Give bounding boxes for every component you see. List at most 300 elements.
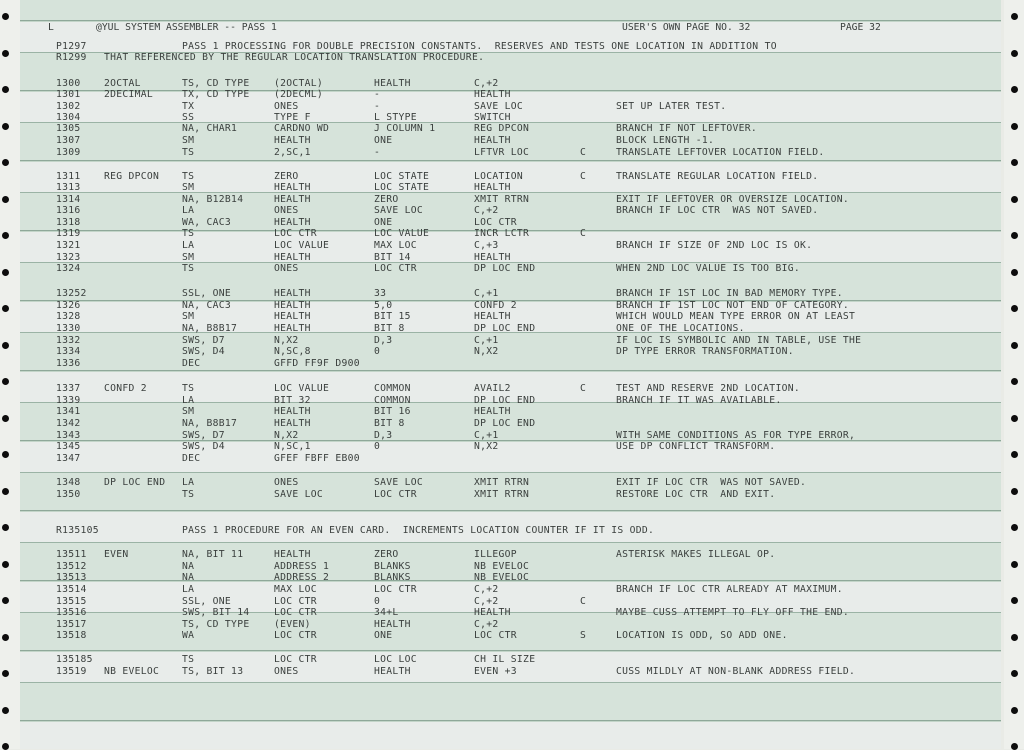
line-opcode: SWS, D4 bbox=[182, 346, 225, 357]
line-opcode: TS, CD TYPE bbox=[182, 619, 250, 630]
line-label: EVEN bbox=[104, 549, 129, 560]
line-label: DP LOC END bbox=[104, 477, 166, 488]
line-operand-2: BIT 15 bbox=[374, 311, 411, 322]
listing-line bbox=[20, 123, 1001, 135]
feed-hole bbox=[2, 196, 9, 203]
line-operand-2: ZERO bbox=[374, 194, 399, 205]
line-operand-1: HEALTH bbox=[274, 194, 311, 205]
line-seq-number: 1326 bbox=[56, 300, 81, 311]
line-opcode: NA, BIT 11 bbox=[182, 549, 244, 560]
feed-hole bbox=[1011, 415, 1018, 422]
feed-hole bbox=[1011, 342, 1018, 349]
line-comment: RESTORE LOC CTR AND EXIT. bbox=[616, 489, 776, 500]
line-operand-1: GFEF FBFF EB00 bbox=[274, 453, 360, 464]
line-comment: DP TYPE ERROR TRANSFORMATION. bbox=[616, 346, 794, 357]
line-label: 2OCTAL bbox=[104, 78, 141, 89]
line-label: 2DECIMAL bbox=[104, 89, 154, 100]
line-seq-number: 1342 bbox=[56, 418, 81, 429]
header-page: PAGE 32 bbox=[840, 22, 881, 33]
line-comment: BRANCH IF 1ST LOC NOT END OF CATEGORY. bbox=[616, 300, 850, 311]
line-operand-3: REG DPCON bbox=[474, 123, 530, 134]
line-operand-1: ONES bbox=[274, 477, 299, 488]
feed-hole bbox=[2, 415, 9, 422]
line-opcode: TS, BIT 13 bbox=[182, 666, 244, 677]
line-opcode: NA bbox=[182, 561, 195, 572]
line-operand-1: LOC CTR bbox=[274, 607, 317, 618]
line-opcode: LA bbox=[182, 240, 195, 251]
line-operand-2: D,3 bbox=[374, 430, 393, 441]
line-comment: WITH SAME CONDITIONS AS FOR TYPE ERROR, bbox=[616, 430, 856, 441]
line-operand-1: ZERO bbox=[274, 171, 299, 182]
line-seq-number: 13518 bbox=[56, 630, 87, 641]
line-seq-number: 1336 bbox=[56, 358, 81, 369]
line-comment: BRANCH IF SIZE OF 2ND LOC IS OK. bbox=[616, 240, 813, 251]
line-seq-number: 1348 bbox=[56, 477, 81, 488]
line-opcode: TS bbox=[182, 263, 195, 274]
line-operand-2: LOC STATE bbox=[374, 182, 430, 193]
line-seq-number: 1307 bbox=[56, 135, 81, 146]
line-seq-number: 1302 bbox=[56, 101, 81, 112]
feed-hole bbox=[1011, 378, 1018, 385]
line-comment: EXIT IF LOC CTR WAS NOT SAVED. bbox=[616, 477, 807, 488]
feed-hole bbox=[1011, 451, 1018, 458]
feed-hole bbox=[2, 634, 9, 641]
line-operand-3: HEALTH bbox=[474, 135, 511, 146]
line-seq-number: 1304 bbox=[56, 112, 81, 123]
line-operand-1: HEALTH bbox=[274, 252, 311, 263]
line-operand-3: CH IL SIZE bbox=[474, 654, 536, 665]
line-opcode: SWS, D7 bbox=[182, 335, 225, 346]
line-operand-1: N,SC,1 bbox=[274, 441, 311, 452]
line-operand-2: ONE bbox=[374, 135, 393, 146]
line-operand-2: ONE bbox=[374, 217, 393, 228]
feed-hole bbox=[1011, 50, 1018, 57]
line-operand-3: C,+1 bbox=[474, 288, 499, 299]
listing-line bbox=[20, 477, 1001, 489]
feed-hole bbox=[2, 123, 9, 130]
line-opcode: SM bbox=[182, 182, 195, 193]
line-operand-1: CARDNO WD bbox=[274, 123, 330, 134]
line-opcode: NA, B8B17 bbox=[182, 418, 238, 429]
line-operand-3: INCR LCTR bbox=[474, 228, 530, 239]
listing-line bbox=[20, 596, 1001, 608]
line-seq-number: 13511 bbox=[56, 549, 87, 560]
line-opcode: SSL, ONE bbox=[182, 288, 232, 299]
line-operand-1: HEALTH bbox=[274, 418, 311, 429]
line-flag: S bbox=[580, 630, 587, 641]
listing-line bbox=[20, 335, 1001, 347]
listing-line bbox=[20, 630, 1001, 642]
feed-hole bbox=[1011, 232, 1018, 239]
line-operand-2: BIT 8 bbox=[374, 323, 405, 334]
line-operand-3: C,+3 bbox=[474, 240, 499, 251]
feed-hole bbox=[2, 378, 9, 385]
line-operand-1: 2,SC,1 bbox=[274, 147, 311, 158]
line-seq-number: 1311 bbox=[56, 171, 81, 182]
line-operand-1: HEALTH bbox=[274, 549, 311, 560]
line-operand-3: HEALTH bbox=[474, 89, 511, 100]
line-operand-3: HEALTH bbox=[474, 406, 511, 417]
line-comment: EXIT IF LEFTOVER OR OVERSIZE LOCATION. bbox=[616, 194, 850, 205]
line-seq-number: P1297 bbox=[56, 41, 87, 52]
line-seq-number: 1316 bbox=[56, 205, 81, 216]
line-comment: BLOCK LENGTH -1. bbox=[616, 135, 715, 146]
line-opcode: SS bbox=[182, 112, 195, 123]
line-operand-1: HEALTH bbox=[274, 135, 311, 146]
line-operand-2: LOC LOC bbox=[374, 654, 417, 665]
listing-line bbox=[20, 101, 1001, 113]
line-operand-3: C,+1 bbox=[474, 430, 499, 441]
line-operand-2: D,3 bbox=[374, 335, 393, 346]
line-opcode: SM bbox=[182, 252, 195, 263]
page-header bbox=[20, 22, 1001, 34]
line-operand-2: 0 bbox=[374, 596, 381, 607]
feed-hole bbox=[1011, 13, 1018, 20]
line-operand-2: HEALTH bbox=[374, 619, 411, 630]
line-opcode: LA bbox=[182, 477, 195, 488]
line-operand-1: BIT 32 bbox=[274, 395, 311, 406]
line-operand-3: NB EVELOC bbox=[474, 561, 530, 572]
feed-hole bbox=[2, 269, 9, 276]
line-opcode: SM bbox=[182, 135, 195, 146]
line-seq-number: 1345 bbox=[56, 441, 81, 452]
line-seq-number: 1318 bbox=[56, 217, 81, 228]
feed-hole bbox=[2, 342, 9, 349]
line-seq-number: 135185 bbox=[56, 654, 93, 665]
line-comment: ASTERISK MAKES ILLEGAL OP. bbox=[616, 549, 776, 560]
line-comment: CUSS MILDLY AT NON-BLANK ADDRESS FIELD. bbox=[616, 666, 856, 677]
line-operand-1: LOC CTR bbox=[274, 630, 317, 641]
listing-line bbox=[20, 561, 1001, 573]
line-operand-3: XMIT RTRN bbox=[474, 489, 530, 500]
line-comment: BRANCH IF IT WAS AVAILABLE. bbox=[616, 395, 782, 406]
line-operand-2: BIT 8 bbox=[374, 418, 405, 429]
feed-hole bbox=[2, 86, 9, 93]
listing-line bbox=[20, 584, 1001, 596]
line-operand-3: N,X2 bbox=[474, 346, 499, 357]
feed-hole bbox=[2, 50, 9, 57]
line-operand-2: LOC CTR bbox=[374, 584, 417, 595]
line-operand-3: C,+2 bbox=[474, 596, 499, 607]
listing-line bbox=[20, 52, 1001, 64]
listing-line bbox=[20, 240, 1001, 252]
line-comment: LOCATION IS ODD, SO ADD ONE. bbox=[616, 630, 788, 641]
listing-line bbox=[20, 383, 1001, 395]
listing-line bbox=[20, 323, 1001, 335]
line-seq-number: 1328 bbox=[56, 311, 81, 322]
line-opcode: WA, CAC3 bbox=[182, 217, 232, 228]
line-operand-1: N,X2 bbox=[274, 335, 299, 346]
feed-hole bbox=[1011, 123, 1018, 130]
line-operand-2: HEALTH bbox=[374, 666, 411, 677]
feed-hole bbox=[1011, 86, 1018, 93]
line-operand-3: DP LOC END bbox=[474, 395, 536, 406]
line-comment: BRANCH IF NOT LEFTOVER. bbox=[616, 123, 758, 134]
line-operand-3: DP LOC END bbox=[474, 418, 536, 429]
line-operand-1: HEALTH bbox=[274, 217, 311, 228]
line-seq-number: 1343 bbox=[56, 430, 81, 441]
line-operand-3: LOC CTR bbox=[474, 630, 517, 641]
line-operand-1: ONES bbox=[274, 263, 299, 274]
line-comment: SET UP LATER TEST. bbox=[616, 101, 727, 112]
feed-hole bbox=[2, 159, 9, 166]
line-operand-2: 0 bbox=[374, 346, 381, 357]
line-opcode: WA bbox=[182, 630, 195, 641]
line-operand-2: J COLUMN 1 bbox=[374, 123, 436, 134]
line-seq-number: R1299 bbox=[56, 52, 87, 63]
line-operand-3: DP LOC END bbox=[474, 323, 536, 334]
line-operand-1: HEALTH bbox=[274, 288, 311, 299]
listing-line bbox=[20, 418, 1001, 430]
line-flag: C bbox=[580, 147, 587, 158]
feed-hole bbox=[2, 232, 9, 239]
line-seq-number: 13516 bbox=[56, 607, 87, 618]
line-operand-1: (2OCTAL) bbox=[274, 78, 324, 89]
line-operand-2: LOC CTR bbox=[374, 489, 417, 500]
line-operand-3: HEALTH bbox=[474, 607, 511, 618]
feed-hole bbox=[1011, 159, 1018, 166]
listing-line bbox=[20, 89, 1001, 101]
line-operand-2: COMMON bbox=[374, 383, 411, 394]
line-opcode: LA bbox=[182, 584, 195, 595]
feed-hole bbox=[2, 488, 9, 495]
line-operand-1: HEALTH bbox=[274, 182, 311, 193]
line-seq-number: 1334 bbox=[56, 346, 81, 357]
line-operand-3: LOC CTR bbox=[474, 217, 517, 228]
line-operand-1: ADDRESS 1 bbox=[274, 561, 330, 572]
feed-hole bbox=[1011, 634, 1018, 641]
line-opcode: NA, CHAR1 bbox=[182, 123, 238, 134]
header-title: @YUL SYSTEM ASSEMBLER -- PASS 1 bbox=[96, 22, 277, 33]
line-seq-number: 1313 bbox=[56, 182, 81, 193]
feed-hole bbox=[2, 451, 9, 458]
listing-line bbox=[20, 194, 1001, 206]
line-operand-1: ONES bbox=[274, 205, 299, 216]
feed-hole bbox=[2, 597, 9, 604]
line-operand-2: 0 bbox=[374, 441, 381, 452]
line-seq-number: 1341 bbox=[56, 406, 81, 417]
listing-line bbox=[20, 288, 1001, 300]
line-opcode: TS bbox=[182, 147, 195, 158]
listing-line bbox=[20, 489, 1001, 501]
listing-line bbox=[20, 147, 1001, 159]
line-operand-3: EVEN +3 bbox=[474, 666, 517, 677]
listing-line bbox=[20, 205, 1001, 217]
line-opcode: SM bbox=[182, 406, 195, 417]
line-operand-2: BLANKS bbox=[374, 572, 411, 583]
feed-hole bbox=[1011, 488, 1018, 495]
line-operand-3: LOCATION bbox=[474, 171, 524, 182]
line-comment: BRANCH IF 1ST LOC IN BAD MEMORY TYPE. bbox=[616, 288, 843, 299]
line-operand-2: SAVE LOC bbox=[374, 205, 424, 216]
line-operand-1: ONES bbox=[274, 101, 299, 112]
line-opcode: DEC bbox=[182, 453, 201, 464]
feed-hole bbox=[2, 305, 9, 312]
listing-line bbox=[20, 311, 1001, 323]
listing-line bbox=[20, 171, 1001, 183]
line-operand-1: ADDRESS 2 bbox=[274, 572, 330, 583]
line-opcode: TS bbox=[182, 228, 195, 239]
feed-hole bbox=[2, 524, 9, 531]
line-opcode: SWS, D7 bbox=[182, 430, 225, 441]
line-flag: C bbox=[580, 228, 587, 239]
line-seq-number: 1319 bbox=[56, 228, 81, 239]
line-opcode: TS bbox=[182, 171, 195, 182]
line-operand-2: - bbox=[374, 89, 381, 100]
listing-line bbox=[20, 549, 1001, 561]
line-operand-3: DP LOC END bbox=[474, 263, 536, 274]
line-seq-number: 1332 bbox=[56, 335, 81, 346]
line-seq-number: 13519 bbox=[56, 666, 87, 677]
line-operand-3: SAVE LOC bbox=[474, 101, 524, 112]
line-seq-number: 13252 bbox=[56, 288, 87, 299]
line-operand-1: N,X2 bbox=[274, 430, 299, 441]
feed-hole bbox=[1011, 305, 1018, 312]
line-operand-2: ONE bbox=[374, 630, 393, 641]
line-operand-1: LOC CTR bbox=[274, 654, 317, 665]
listing-line bbox=[20, 453, 1001, 465]
line-operand-2: BIT 14 bbox=[374, 252, 411, 263]
line-opcode: NA, CAC3 bbox=[182, 300, 232, 311]
line-seq-number: 1309 bbox=[56, 147, 81, 158]
line-seq-number: 1339 bbox=[56, 395, 81, 406]
line-opcode: PASS 1 PROCESSING FOR DOUBLE PRECISION CONSTANTS. RESERVES AND TESTS ONE LOCATION IN ADDITION TO bbox=[182, 41, 777, 52]
line-opcode: SM bbox=[182, 311, 195, 322]
line-operand-1: LOC VALUE bbox=[274, 383, 330, 394]
line-operand-2: - bbox=[374, 101, 381, 112]
line-operand-2: LOC STATE bbox=[374, 171, 430, 182]
listing-line bbox=[20, 525, 1001, 537]
feed-hole bbox=[2, 561, 9, 568]
line-opcode: LA bbox=[182, 205, 195, 216]
left-tractor-feed-strip bbox=[0, 0, 20, 749]
line-comment: BRANCH IF LOC CTR ALREADY AT MAXIMUM. bbox=[616, 584, 843, 595]
line-opcode: TX bbox=[182, 101, 195, 112]
line-operand-2: - bbox=[374, 147, 381, 158]
line-flag: C bbox=[580, 596, 587, 607]
feed-hole bbox=[1011, 707, 1018, 714]
line-seq-number: 1314 bbox=[56, 194, 81, 205]
line-operand-1: HEALTH bbox=[274, 406, 311, 417]
line-operand-1: TYPE F bbox=[274, 112, 311, 123]
line-opcode: TS bbox=[182, 383, 195, 394]
line-seq-number: 1350 bbox=[56, 489, 81, 500]
feed-hole bbox=[2, 13, 9, 20]
feed-hole bbox=[2, 670, 9, 677]
line-seq-number: 1305 bbox=[56, 123, 81, 134]
listing-line bbox=[20, 572, 1001, 584]
line-operand-2: LOC VALUE bbox=[374, 228, 430, 239]
listing-line bbox=[20, 263, 1001, 275]
feed-hole bbox=[1011, 196, 1018, 203]
line-seq-number: 1324 bbox=[56, 263, 81, 274]
line-comment: TRANSLATE REGULAR LOCATION FIELD. bbox=[616, 171, 819, 182]
line-opcode: SSL, ONE bbox=[182, 596, 232, 607]
line-operand-3: C,+2 bbox=[474, 205, 499, 216]
line-operand-3: SWITCH bbox=[474, 112, 511, 123]
listing-line bbox=[20, 300, 1001, 312]
listing-paper bbox=[20, 0, 1001, 749]
line-comment: TRANSLATE LEFTOVER LOCATION FIELD. bbox=[616, 147, 825, 158]
line-operand-3: C,+1 bbox=[474, 335, 499, 346]
line-seq-number: 1330 bbox=[56, 323, 81, 334]
line-comment: WHEN 2ND LOC VALUE IS TOO BIG. bbox=[616, 263, 800, 274]
listing-line bbox=[20, 112, 1001, 124]
line-label: THAT REFERENCED BY THE REGULAR LOCATION TRANSLATION PROCEDURE. bbox=[104, 52, 485, 63]
line-operand-3: HEALTH bbox=[474, 311, 511, 322]
line-operand-1: SAVE LOC bbox=[274, 489, 324, 500]
line-operand-2: 5,0 bbox=[374, 300, 393, 311]
feed-hole bbox=[2, 707, 9, 714]
line-operand-1: MAX LOC bbox=[274, 584, 317, 595]
line-label: NB EVELOC bbox=[104, 666, 160, 677]
line-seq-number: 13513 bbox=[56, 572, 87, 583]
line-operand-3: C,+2 bbox=[474, 584, 499, 595]
feed-hole bbox=[1011, 269, 1018, 276]
line-comment: BRANCH IF LOC CTR WAS NOT SAVED. bbox=[616, 205, 819, 216]
listing-line bbox=[20, 346, 1001, 358]
listing-line bbox=[20, 607, 1001, 619]
line-operand-2: HEALTH bbox=[374, 78, 411, 89]
header-l: L bbox=[48, 22, 54, 33]
listing-line bbox=[20, 78, 1001, 90]
line-seq-number: 1337 bbox=[56, 383, 81, 394]
line-operand-1: HEALTH bbox=[274, 300, 311, 311]
listing-line bbox=[20, 358, 1001, 370]
line-comment: TEST AND RESERVE 2ND LOCATION. bbox=[616, 383, 800, 394]
line-seq-number: 1347 bbox=[56, 453, 81, 464]
line-operand-3: XMIT RTRN bbox=[474, 194, 530, 205]
line-seq-number: R135105 bbox=[56, 525, 99, 536]
line-seq-number: 1321 bbox=[56, 240, 81, 251]
line-opcode: NA bbox=[182, 572, 195, 583]
listing-line bbox=[20, 252, 1001, 264]
line-opcode: TS, CD TYPE bbox=[182, 78, 250, 89]
listing-line bbox=[20, 619, 1001, 631]
listing-line bbox=[20, 217, 1001, 229]
line-operand-2: BIT 16 bbox=[374, 406, 411, 417]
line-seq-number: 13512 bbox=[56, 561, 87, 572]
line-operand-3: AVAIL2 bbox=[474, 383, 511, 394]
line-operand-2: LOC CTR bbox=[374, 263, 417, 274]
line-seq-number: 1301 bbox=[56, 89, 81, 100]
listing-line bbox=[20, 406, 1001, 418]
line-comment: WHICH WOULD MEAN TYPE ERROR ON AT LEAST bbox=[616, 311, 856, 322]
line-operand-1: HEALTH bbox=[274, 323, 311, 334]
line-operand-3: HEALTH bbox=[474, 252, 511, 263]
line-operand-1: (2DECML) bbox=[274, 89, 324, 100]
listing-line bbox=[20, 654, 1001, 666]
line-seq-number: 13514 bbox=[56, 584, 87, 595]
listing-line bbox=[20, 182, 1001, 194]
right-tractor-feed-strip bbox=[1004, 0, 1024, 749]
line-opcode: NA, B8B17 bbox=[182, 323, 238, 334]
line-seq-number: 13517 bbox=[56, 619, 87, 630]
line-operand-3: ILLEGOP bbox=[474, 549, 517, 560]
feed-hole bbox=[1011, 670, 1018, 677]
listing-line bbox=[20, 135, 1001, 147]
line-operand-3: NB EVELOC bbox=[474, 572, 530, 583]
line-operand-3: LFTVR LOC bbox=[474, 147, 530, 158]
line-operand-2: ZERO bbox=[374, 549, 399, 560]
line-comment: IF LOC IS SYMBOLIC AND IN TABLE, USE THE bbox=[616, 335, 862, 346]
line-opcode: TX, CD TYPE bbox=[182, 89, 250, 100]
line-operand-2: COMMON bbox=[374, 395, 411, 406]
line-operand-2: 34+L bbox=[374, 607, 399, 618]
line-label: REG DPCON bbox=[104, 171, 160, 182]
line-comment: USE DP CONFLICT TRANSFORM. bbox=[616, 441, 776, 452]
feed-hole bbox=[1011, 561, 1018, 568]
